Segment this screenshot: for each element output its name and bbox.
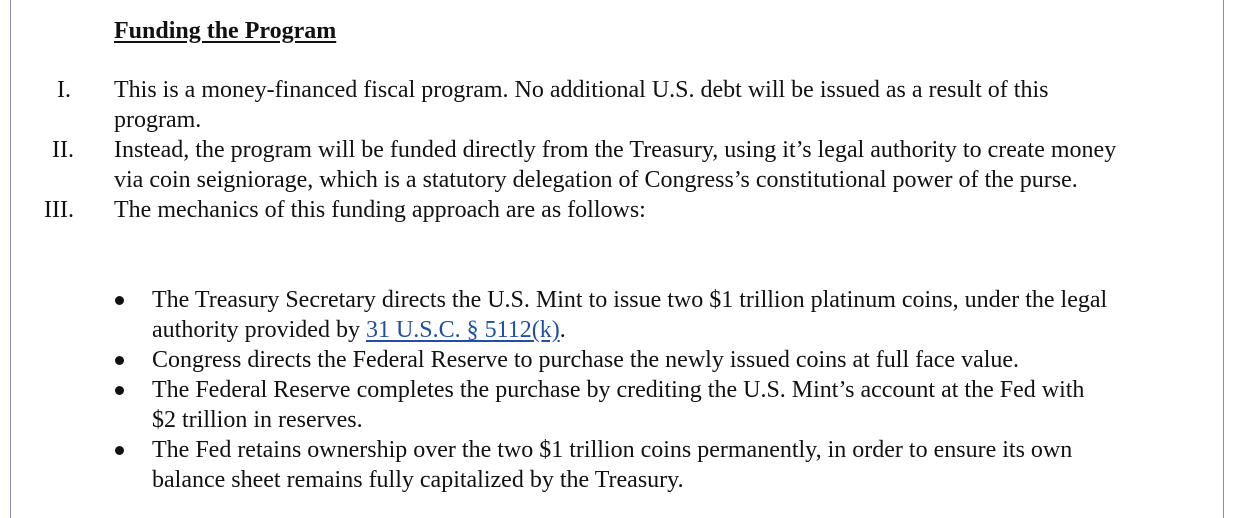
list-numeral: I. (57, 77, 71, 103)
bullet-item (11, 375, 1112, 435)
bullet-text: Congress directs the Federal Reserve to purchase the newly issued coins at full face value. (152, 347, 1020, 373)
bullet-icon (115, 386, 124, 395)
list-numeral: III. (44, 197, 74, 223)
bullet-text: The Federal Reserve completes the purchase by crediting the U.S. Mint’s account at the Fed with $2 trillion in reserves. (152, 377, 1085, 433)
section-heading: Funding the Program (114, 18, 337, 44)
list-item-text: The mechanics of this funding approach are as follows: (114, 197, 646, 223)
bullet-icon (115, 296, 124, 305)
bullet-icon (115, 446, 124, 455)
bullet-icon (115, 356, 124, 365)
bullet-text-end: . (559, 317, 566, 343)
bullet-item (11, 435, 1112, 495)
list-item-text: Instead, the program will be funded directly from the Treasury, using it’s legal authority to create money via coin seigniorage, which is a statutory delegation of Congress’s constitutional power of the purse. (114, 137, 1117, 193)
list-item (11, 135, 1124, 195)
list-item (11, 75, 1124, 135)
list-numeral: II. (52, 137, 74, 163)
list-item (11, 195, 1124, 225)
bullet-item (11, 345, 1112, 375)
list-item-text: This is a money-financed fiscal program. No additional U.S. debt will be issued as a result of this program. (114, 77, 1049, 133)
mechanics-bullet-list (11, 285, 1211, 495)
bullet-text: The Fed retains ownership over the two $1 trillion coins permanently, in order to ensure its own balance sheet remains fully capitalized by the Treasury. (152, 437, 1073, 493)
bullet-text: The Treasury Secretary directs the U.S. Mint to issue two $1 trillion platinum coins, under the legal authority provided by (152, 287, 1108, 343)
roman-numeral-list (11, 75, 1211, 225)
statute-link[interactable]: 31 U.S.C. § 5112(k) (365, 317, 560, 343)
bullet-item (11, 285, 1112, 345)
document-page (10, 0, 1224, 518)
